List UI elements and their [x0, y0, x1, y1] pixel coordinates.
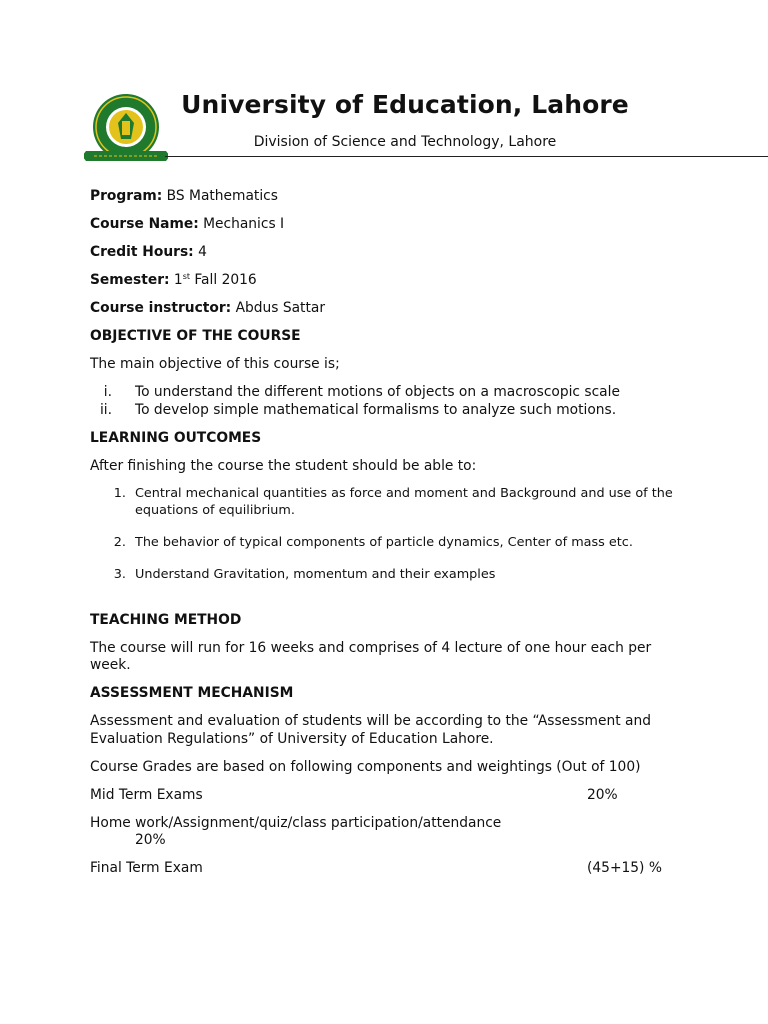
grades-intro: Course Grades are based on following components and weightings (Out of 100)	[90, 758, 641, 775]
list-item-number: 2.	[113, 534, 126, 550]
list-item	[90, 567, 690, 584]
grade-row	[90, 787, 690, 805]
instructor-field	[90, 300, 690, 318]
credit-hours-value: 4	[198, 244, 207, 260]
credit-hours-field	[90, 244, 690, 262]
list-item-text: To understand the different motions of objects on a macroscopic scale	[135, 384, 620, 400]
outcomes-intro: After finishing the course the student should be able to:	[90, 458, 477, 474]
list-item	[90, 486, 690, 519]
semester-number: 1	[173, 272, 183, 288]
list-item-number: i.	[103, 384, 112, 400]
objective-heading: OBJECTIVE OF THE COURSE	[90, 328, 301, 344]
outcomes-heading: LEARNING OUTCOMES	[90, 430, 262, 446]
grade-row	[90, 815, 690, 850]
document-body	[90, 188, 690, 888]
list-item	[90, 535, 690, 552]
course-name-value: Mechanics I	[203, 216, 285, 232]
outcomes-list	[90, 486, 690, 583]
list-item	[90, 384, 690, 402]
grade-weight: (45+15) %	[587, 860, 662, 876]
instructor-value: Abdus Sattar	[235, 300, 325, 316]
instructor-label: Course instructor:	[90, 300, 232, 316]
list-item-number: 3.	[113, 566, 126, 582]
list-item-text: Understand Gravitation, momentum and their examples	[135, 566, 496, 582]
grade-component: Final Term Exam	[90, 860, 203, 876]
grade-component: Home work/Assignment/quiz/class participation/attendance	[90, 814, 502, 831]
program-field	[90, 188, 690, 206]
header-divider	[165, 156, 768, 157]
list-item-text: To develop simple mathematical formalisms to analyze such motions.	[135, 401, 617, 418]
objective-intro: The main objective of this course is;	[90, 356, 340, 372]
credit-hours-label: Credit Hours:	[90, 244, 194, 260]
page-title: University of Education, Lahore	[181, 90, 629, 119]
list-item-text: The behavior of typical components of particle dynamics, Center of mass etc.	[135, 534, 633, 550]
grade-weight: 20%	[587, 786, 618, 803]
course-name-label: Course Name:	[90, 216, 199, 232]
grade-component: Mid Term Exams	[90, 786, 203, 803]
course-name-field	[90, 216, 690, 234]
teaching-text: The course will run for 16 weeks and comprises of 4 lecture of one hour each per week.	[90, 639, 652, 673]
assessment-heading: ASSESSMENT MECHANISM	[90, 685, 294, 701]
page-subtitle: Division of Science and Technology, Lahore	[253, 134, 557, 150]
teaching-heading: TEACHING METHOD	[90, 611, 242, 628]
semester-label: Semester:	[90, 272, 170, 288]
grade-weight: 20%	[135, 832, 166, 848]
semester-value: Fall 2016	[194, 272, 257, 288]
list-item	[90, 402, 690, 420]
spacer	[90, 599, 690, 612]
semester-ordinal: st	[182, 272, 190, 281]
assessment-text: Assessment and evaluation of students will be according to the “Assessment and Evaluation Regulations” of University of Education Lahore.	[90, 713, 651, 747]
grade-row	[90, 860, 690, 878]
list-item-number: 1.	[113, 486, 126, 501]
program-value: BS Mathematics	[166, 188, 278, 204]
list-item-number: ii.	[99, 401, 112, 418]
semester-field	[90, 272, 690, 290]
objective-list	[90, 384, 690, 419]
list-item-text: Central mechanical quantities as force and moment and Background and use of the equations of equilibrium.	[135, 486, 673, 518]
program-label: Program:	[90, 188, 163, 204]
